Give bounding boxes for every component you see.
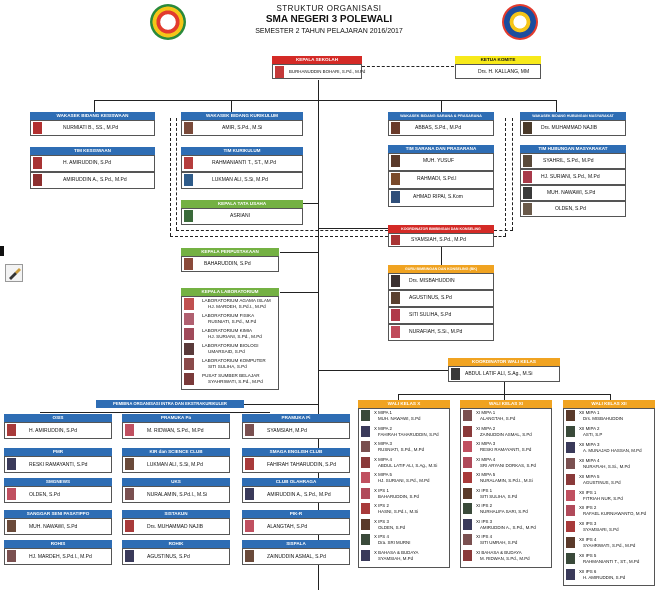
wali-teacher-name: ZAINUDDIN ASMAL, S.Pd	[480, 431, 532, 437]
member-photo-icon	[391, 173, 400, 185]
sarpras-box: ABBAS, S.Pd., M.Pd	[388, 120, 494, 136]
wali-teacher-name: AGUSTINUS, S.Pd	[583, 479, 621, 485]
lab-photo-icon	[184, 343, 194, 355]
ekskul-pembina-name: MUH. NAWAWI, S.Pd	[29, 524, 78, 530]
ekskul-photo-icon	[125, 488, 134, 500]
wali-photo-icon	[566, 537, 575, 548]
member-photo-icon	[391, 155, 400, 167]
small-marker-icon	[0, 246, 4, 256]
wali-photo-icon	[463, 441, 472, 452]
ekskul-pembina-name: AGUSTINUS, S.Pd	[147, 554, 190, 560]
lab-head-name: UMARSAID, S.Pd	[208, 349, 245, 354]
kesiswaan-photo-icon	[33, 122, 42, 134]
ekskul-box	[4, 486, 112, 503]
lab-title: PUSAT SUMBER BELAJAR	[202, 373, 260, 378]
ekskul-box	[4, 422, 112, 439]
ekskul-box	[122, 518, 230, 535]
bk-photo-icon	[391, 235, 400, 245]
wali-class-label: XII IPS 1	[579, 489, 597, 495]
member-photo-icon	[33, 157, 42, 169]
wali-photo-icon	[566, 569, 575, 580]
lab-title: LABORATORIUM FISIKA	[202, 313, 255, 318]
wali-photo-icon	[566, 521, 575, 532]
wali-class-label: XI IPS 4	[476, 534, 493, 539]
ekskul-photo-icon	[7, 550, 16, 562]
wali-photo-icon	[361, 534, 370, 545]
wali-teacher-name: SITI UMRAH, S.Pd	[480, 540, 518, 545]
member-photo-icon	[523, 171, 532, 183]
komite-name: Drs. H. KALLANG, MM	[478, 69, 530, 75]
member-photo-icon	[523, 155, 532, 167]
wali-class-label: XII IPS 5	[579, 553, 597, 559]
ekskul-header: SMGNEWS	[4, 478, 112, 486]
wali-photo-icon	[566, 442, 575, 453]
wali-teacher-name: Drs. MISBAHUDDIN	[583, 416, 624, 421]
ekskul-box	[242, 548, 350, 565]
wali-teacher-name: MUH. NAWAWI, S.Pd	[378, 416, 421, 421]
wali-photo-icon	[463, 410, 472, 421]
tim-kurikulum-row-1: RAHMANIANTI T., ST., M.Pd	[181, 155, 303, 172]
kepala-sekolah-box	[272, 64, 366, 79]
ekskul-photo-icon	[245, 458, 254, 470]
wali-photo-icon	[463, 472, 472, 483]
ekskul-header: SMAGA ENGLISH CLUB	[242, 448, 350, 456]
guru-bk-row-2: AGUSTINUS, S.Pd	[388, 290, 494, 307]
wali-class-label: XII IPS 6	[579, 569, 597, 574]
member-photo-icon	[184, 174, 193, 186]
wali-teacher-name: SYAMSIARI, S.Pd	[583, 527, 619, 533]
wali-teacher-name: RESKI RAMAYANTI, S.Pd	[480, 447, 532, 452]
wali-x-header: WALI KELAS X	[358, 400, 450, 408]
wali-koordinator-box: ABDUL LATIF ALI, S.Ag., M.Si	[448, 366, 560, 382]
wali-class-label: XI MIPA 2	[476, 425, 496, 431]
sarpras-photo-icon	[391, 122, 400, 134]
wali-photo-icon	[361, 472, 370, 483]
tim-humas-row-4: OLDEN, S.Pd	[520, 201, 626, 217]
ekskul-pembina-name: SYAMSIAH, M.Pd	[267, 428, 307, 434]
wali-photo-icon	[566, 490, 575, 501]
tata-usaha-photo-icon	[184, 210, 193, 222]
member-photo-icon	[391, 191, 400, 203]
ekskul-photo-icon	[7, 424, 16, 436]
member-photo-icon	[391, 275, 400, 287]
guru-bk-row-1: Drs. MISBAHUDDIN	[388, 273, 494, 290]
wali-teacher-name: NURHALIFA SARI, S.Pd	[480, 509, 528, 514]
wali-class-label: XII MIPA 4	[579, 457, 600, 463]
tim-sarpras-row-3: AHMAD RIPAI, S.Kom	[388, 189, 494, 207]
kepala-photo-icon	[275, 66, 284, 78]
member-photo-icon	[523, 187, 532, 199]
lab-photo-icon	[184, 298, 194, 310]
lab-head-name: SYAHRIWATI, S.Pd., M.Pd	[208, 379, 263, 384]
ekskul-header: PMR	[4, 448, 112, 456]
chart-title-line3: SEMESTER 2 TAHUN PELAJARAN 2016/2017	[255, 28, 403, 35]
wali-teacher-name: HJ. SURIANI, S.Pd., M.Pd	[378, 478, 430, 483]
ekskul-box	[4, 518, 112, 535]
wali-class-label: X MIPA 5	[374, 472, 392, 477]
ekskul-pembina-name: LUKMAN ALI, S.Si, M.Pd	[147, 462, 203, 468]
wali-class-label: XII MIPA 3	[579, 441, 600, 447]
wali-class-label: XI MIPA 3	[476, 441, 496, 446]
kesiswaan-header: WAKASEK BIDANG KESISWAAN	[30, 112, 155, 120]
ekskul-header: PRAMUKA Pa	[122, 414, 230, 422]
ekskul-box	[122, 422, 230, 439]
ekskul-header: CLUB OLAHRAGA	[242, 478, 350, 486]
sarpras-header: WAKASEK BIDANG SARANA & PRASARANA	[388, 112, 494, 120]
pembina-header: PEMBINA ORGANISASI INTRA DAN EKSTRAKURIKULER	[96, 400, 244, 408]
wali-class-label: X IPS 2	[374, 503, 389, 508]
ekskul-photo-icon	[125, 520, 134, 532]
lab-photo-icon	[184, 328, 194, 340]
ekskul-header: PRAMUKA Pi	[242, 414, 350, 422]
wali-teacher-name: FAHIRAH TAHARUDDIN, S.Pd	[378, 431, 439, 437]
ekskul-pembina-name: NURALAMIN, S.Pd.I., M.Si	[147, 492, 208, 498]
perpustakaan-header: KEPALA PERPUSTAKAAN	[181, 248, 279, 256]
member-photo-icon	[33, 174, 42, 186]
lab-title: LABORATORIUM KIMIA	[202, 328, 253, 333]
wali-teacher-name: RUSNIATI, S.Pd., M.Pd	[378, 447, 425, 452]
ekskul-photo-icon	[7, 520, 16, 532]
guru-bk-row-3: SITI SULIHA, S.Pd	[388, 307, 494, 324]
ekskul-box	[242, 486, 350, 503]
wali-teacher-name: OLDEN, S.Pd	[378, 524, 406, 530]
humas-box: Drs. MUHAMMAD NAJIB	[520, 120, 626, 136]
ekskul-box	[242, 456, 350, 473]
wali-class-label: XI IPS 2	[476, 503, 493, 508]
bk-koordinator-box: SYAMSIAH, S.Pd., M.Pd	[388, 233, 494, 247]
kepala-sekolah-header: KEPALA SEKOLAH	[272, 56, 362, 64]
tim-kesiswaan-row-1: H. AMIRUDDIN, S.Pd	[30, 155, 155, 172]
ekskul-header: SISPALA	[242, 540, 350, 548]
ekskul-photo-icon	[125, 550, 134, 562]
wali-class-label: X BAHASA & BUDAYA	[374, 549, 419, 555]
wali-photo-icon	[463, 519, 472, 530]
lab-photo-icon	[184, 373, 194, 385]
tim-humas-header: TIM HUBUNGAN MASYARAKAT	[520, 145, 626, 153]
ekskul-header: KIR dan SCIENCE CLUB	[122, 448, 230, 456]
member-photo-icon	[391, 326, 400, 338]
ekskul-header: SISTAKUN	[122, 510, 230, 518]
wali-class-label: XI MIPA 1	[476, 410, 496, 415]
wali-photo-icon	[361, 519, 370, 530]
ekskul-box	[4, 456, 112, 473]
lab-photo-icon	[184, 358, 194, 370]
paintbrush-icon	[5, 264, 23, 282]
ekskul-box	[242, 518, 350, 535]
wali-photo-icon	[566, 426, 575, 437]
ekskul-photo-icon	[245, 520, 254, 532]
wali-teacher-name: HASNI, S.Pd.I., M.Si	[378, 509, 419, 514]
ekskul-header: PIK-R	[242, 510, 350, 518]
ekskul-photo-icon	[245, 488, 254, 500]
tata-usaha-header: KEPALA TATA USAHA	[181, 200, 303, 208]
wali-class-label: XII MIPA 5	[579, 473, 600, 479]
ekskul-pembina-name: AMIRUDDIN A., S.Pd., M.Pd	[267, 492, 331, 498]
wali-teacher-name: H. AMIRUDDIN, S.Pd	[583, 575, 626, 580]
ekskul-header: ROHIK	[122, 540, 230, 548]
humas-header: WAKASEK BIDANG HUBUNGAN MASYARAKAT	[520, 112, 626, 120]
perpustakaan-box: BAHARUDDIN, S.Pd	[181, 256, 279, 272]
ekskul-pembina-name: M. RIDWAN, S.Pd., M.Pd	[147, 428, 204, 434]
school-logo-icon	[502, 4, 538, 40]
komite-box	[455, 64, 541, 79]
wali-koordinator-photo-icon	[451, 368, 460, 380]
wali-photo-icon	[361, 503, 370, 514]
laboratorium-header: KEPALA LABORATORIUM	[181, 288, 279, 296]
kesiswaan-name: NURMIATI B., SS., M.Pd	[63, 125, 119, 131]
ekskul-header: ROHIS	[4, 540, 112, 548]
wali-teacher-name: FITRIAH NUR, S.Pd	[583, 495, 623, 501]
wali-teacher-name: ABDUL LATIF ALI, S.Ag., M.Si	[378, 462, 438, 468]
lab-title: LABORATORIUM KOMPUTER	[202, 358, 266, 363]
wali-teacher-name: SITI SULIHA, S.Pd	[480, 493, 518, 499]
wali-teacher-name: BAHARUDDIN, S.Pd	[378, 493, 419, 499]
kurikulum-photo-icon	[184, 122, 193, 134]
kurikulum-header: WAKASEK BIDANG KURIKULUM	[181, 112, 303, 120]
wali-photo-icon	[463, 488, 472, 499]
member-photo-icon	[391, 309, 400, 321]
wali-photo-icon	[361, 426, 370, 437]
wali-class-label: X MIPA 2	[374, 425, 392, 431]
member-photo-icon	[391, 292, 400, 304]
member-photo-icon	[523, 203, 532, 215]
lab-title: LABORATORIUM BIOLOGI	[202, 343, 259, 348]
wali-class-label: X IPS 3	[374, 518, 389, 524]
ekskul-pembina-name: HJ. MARDEH, S.Pd.I., M.Pd	[29, 554, 92, 560]
wali-xi-header: WALI KELAS XI	[460, 400, 552, 408]
tim-sarpras-header: TIM SARANA DAN PRASARANA	[388, 145, 494, 153]
ekskul-photo-icon	[7, 488, 16, 500]
wali-photo-icon	[566, 458, 575, 469]
wali-teacher-name: SRI ARYANI DORKAS, S.Pd	[480, 462, 536, 468]
wali-photo-icon	[463, 503, 472, 514]
tim-kesiswaan-header: TIM KESISWAAN	[30, 147, 155, 155]
member-photo-icon	[184, 157, 193, 169]
kepala-name: BURHANUDDIN BOHARI, S.Pd., M.Pd	[289, 69, 366, 74]
wali-class-label: XI BAHASA & BUDAYA	[476, 549, 522, 555]
chart-title-line2: SMA NEGERI 3 POLEWALI	[265, 14, 393, 25]
wali-class-label: XII MIPA 1	[579, 410, 600, 415]
wali-class-label: XI IPS 1	[476, 487, 493, 493]
wali-photo-icon	[566, 410, 575, 421]
wali-class-label: XII IPS 3	[579, 521, 597, 527]
tim-humas-row-1: SYAHRIL, S.Pd., M.Pd	[520, 153, 626, 169]
ekskul-box	[122, 548, 230, 565]
wali-photo-icon	[361, 488, 370, 499]
guru-bk-header: GURU BIMBINGAN DAN KONSELING (BK)	[388, 265, 494, 273]
tim-humas-row-3: MUH. NAWAWI, S.Pd	[520, 185, 626, 201]
wali-photo-icon	[361, 441, 370, 452]
ekskul-box	[122, 486, 230, 503]
perpustakaan-photo-icon	[184, 258, 193, 270]
wali-photo-icon	[566, 505, 575, 516]
guru-bk-row-4: NURAFIAH, S.Si., M.Pd	[388, 324, 494, 341]
ekskul-pembina-name: Drs. MUHAMMAD NAJIB	[147, 524, 204, 530]
humas-photo-icon	[523, 122, 532, 134]
lab-head-name: RUSNIATI, S.Pd., M.Pd	[208, 319, 257, 324]
wali-teacher-name: SYAMSIAH, M.Pd	[378, 555, 414, 561]
wali-photo-icon	[463, 457, 472, 468]
wali-xii-header: WALI KELAS XII	[563, 400, 655, 408]
tim-sarpras-row-2: RAHMADI, S.Pd.I	[388, 171, 494, 189]
wali-teacher-name: RAFAEL KURNIAWANTO, M.Pd	[583, 511, 647, 517]
wali-teacher-name: RAHMANIANTI T., ST., M.Pd	[583, 559, 640, 565]
tim-kurikulum-row-2: LUKMAN ALI, S.Si, M.Pd	[181, 172, 303, 189]
ekskul-header: SANGGAR SENI PASATIPPO	[4, 510, 112, 518]
wali-class-label: X IPS 1	[374, 487, 389, 493]
lab-head-name: SITI SULIHA, S.Pd	[208, 364, 247, 369]
wali-teacher-name: AMIRUDDIN A., S.Pd., M.Pd	[480, 524, 536, 530]
wali-class-label: XI IPS 3	[476, 518, 493, 524]
ekskul-pembina-name: ALANGTAH, S.Pd	[267, 524, 308, 530]
wali-teacher-name: M. RIDWAN, S.Pd., M.Pd	[480, 555, 530, 561]
ekskul-photo-icon	[245, 550, 254, 562]
wali-class-label: X MIPA 4	[374, 456, 392, 462]
wali-class-label: X MIPA 1	[374, 410, 392, 415]
ekskul-pembina-name: ZAINUDDIN ASMAL, S.Pd	[267, 554, 326, 560]
wali-photo-icon	[463, 550, 472, 561]
ekskul-photo-icon	[125, 458, 134, 470]
wali-photo-icon	[566, 474, 575, 485]
lab-head-name: HJ. SURIANI, S.Pd., M.Pd	[208, 334, 262, 339]
ekskul-header: UKS	[122, 478, 230, 486]
tim-sarpras-row-1: MUH. YUSUF	[388, 153, 494, 171]
wali-class-label: XII IPS 2	[579, 505, 597, 511]
ekskul-pembina-name: OLDEN, S.Pd	[29, 492, 60, 498]
bk-koordinator-header: KOORDINATOR BIMBINGAN DAN KONSELING	[388, 225, 494, 233]
wali-teacher-name: NURALAMIN, S.Pd.I., M.Si	[480, 478, 533, 483]
ekskul-photo-icon	[245, 424, 254, 436]
kurikulum-box: AMIR, S.Pd., M.Si	[181, 120, 303, 136]
wali-class-label: X IPS 4	[374, 534, 389, 539]
wali-class-label: XII MIPA 2	[579, 425, 600, 431]
ekskul-box	[242, 422, 350, 439]
province-logo-icon	[150, 4, 186, 40]
wali-teacher-name: Dra. SRI MURNI	[378, 540, 411, 545]
komite-header: KETUA KOMITE	[455, 56, 541, 64]
wali-teacher-name: SYAHRIWATI, S.Pd., M.Pd	[583, 543, 636, 549]
chart-title-line1: STRUKTUR ORGANISASI	[276, 4, 382, 13]
ekskul-box	[122, 456, 230, 473]
wali-photo-icon	[361, 410, 370, 421]
tata-usaha-box: ASRIANI	[181, 208, 303, 225]
ekskul-box	[4, 548, 112, 565]
ekskul-pembina-name: FAHIRAH TAHARUDDIN, S.Pd	[267, 462, 336, 468]
wali-teacher-name: ALANGTAH, S.Pd	[480, 416, 516, 421]
ekskul-pembina-name: RESKI RAMAYANTI, S.Pd	[29, 462, 88, 468]
wali-class-label: XI MIPA 4	[476, 456, 496, 462]
ekskul-photo-icon	[7, 458, 16, 470]
wali-koordinator-header: KOORDINATOR WALI KELAS	[448, 358, 560, 366]
ekskul-header: OSIS	[4, 414, 112, 422]
wali-teacher-name: NURAFIAH, S.Si., M.Pd	[583, 463, 630, 469]
lab-head-name: HJ. MARDEH, S.Pd.I., M.Pd	[208, 304, 266, 309]
lab-photo-icon	[184, 313, 194, 325]
tim-humas-row-2: HJ. SURIANI, S.Pd., M.Pd	[520, 169, 626, 185]
tim-kurikulum-header: TIM KURIKULUM	[181, 147, 303, 155]
wali-photo-icon	[361, 550, 370, 561]
lab-title: LABORATORIUM AGAMA ISLAM	[202, 298, 271, 303]
ekskul-photo-icon	[125, 424, 134, 436]
wali-photo-icon	[361, 457, 370, 468]
wali-class-label: XII IPS 4	[579, 537, 597, 543]
wali-photo-icon	[463, 534, 472, 545]
ekskul-pembina-name: H. AMIRUDDIN, S.Pd	[29, 428, 78, 434]
wali-class-label: X MIPA 3	[374, 441, 392, 446]
wali-class-label: XI MIPA 5	[476, 472, 496, 477]
tim-kesiswaan-row-2: AMIRUDDIN A., S.Pd., M.Pd	[30, 172, 155, 189]
wali-photo-icon	[566, 553, 575, 564]
wali-photo-icon	[463, 426, 472, 437]
kesiswaan-box	[30, 120, 155, 136]
wali-teacher-name: A. MUNAJAD HASSAN, M.Pd	[583, 447, 642, 453]
wali-teacher-name: ASTI, S.P	[583, 431, 603, 437]
